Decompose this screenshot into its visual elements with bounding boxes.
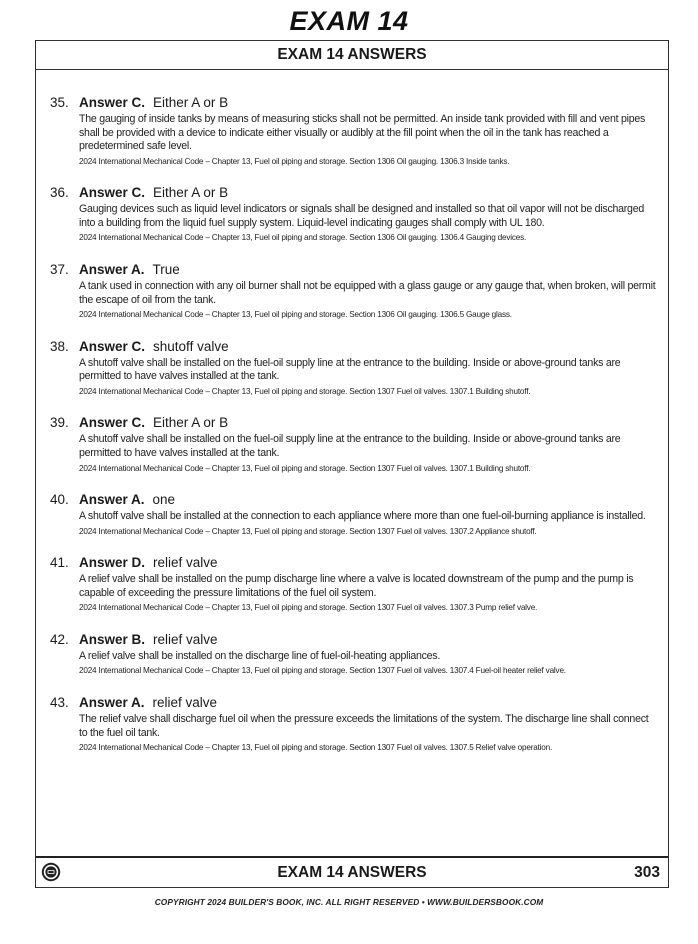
answer-choice: Either A or B [153, 95, 229, 110]
question-number: 38. [50, 338, 69, 354]
code-reference: 2024 International Mechanical Code – Chapter 13, Fuel oil piping and storage. Section 1307 Fuel oil valves. 1307.4 Fuel-oil heater relief valve. [79, 666, 566, 676]
answer-choice: Either A or B [153, 415, 229, 431]
page-footer [36, 856, 668, 887]
answer-choice: True [152, 261, 180, 277]
answer-item [50, 414, 656, 474]
answer-item [50, 261, 656, 321]
footer-title: EXAM 14 ANSWERS [277, 864, 427, 881]
code-reference: 2024 International Mechanical Code – Chapter 13, Fuel oil piping and storage. Section 1306 Oil gauging. 1306.5 Gauge glass. [79, 310, 512, 320]
answer-explanation: The relief valve shall discharge fuel oil when the pressure exceeds the limitations of the system. The discharge line shall connect to the fuel oil tank. [79, 712, 649, 739]
answer-letter: Answer C. [79, 415, 146, 431]
code-reference: 2024 International Mechanical Code – Chapter 13, Fuel oil piping and storage. Section 1307 Fuel oil valves. 1307.5 Relief valve operation. [79, 743, 553, 753]
code-reference: 2024 International Mechanical Code – Chapter 13, Fuel oil piping and storage. Section 1306 Oil gauging. 1306.3 Inside tanks. [79, 156, 510, 166]
answer-item [50, 491, 656, 537]
answer-choice: relief valve [153, 555, 218, 571]
answer-letter: Answer C. [79, 95, 146, 110]
answer-letter: Answer A. [79, 261, 145, 277]
question-number: 43. [50, 694, 69, 710]
answer-heading [79, 414, 656, 431]
answer-explanation: A shutoff valve shall be installed on the fuel-oil supply line at the entrance to the building. Inside or above-ground tanks are permitted to have valves installed at the tank. [79, 433, 621, 459]
answers-frame [35, 40, 669, 888]
answer-heading [79, 261, 656, 278]
question-number: 42. [50, 631, 69, 647]
answer-list [50, 94, 656, 771]
answer-heading [79, 554, 656, 571]
code-reference: 2024 International Mechanical Code – Chapter 13, Fuel oil piping and storage. Section 1307 Fuel oil valves. 1307.1 Building shutoff. [79, 463, 531, 473]
answer-letter: Answer C. [79, 185, 146, 201]
answer-letter: Answer D. [79, 555, 146, 571]
answer-choice: Either A or B [153, 185, 229, 201]
answer-item [50, 554, 656, 614]
question-number: 39. [50, 415, 69, 431]
answer-choice: one [152, 492, 176, 508]
question-number: 41. [50, 555, 69, 571]
answer-heading [79, 184, 656, 201]
question-number: 40. [50, 492, 69, 508]
answer-letter: Answer C. [79, 338, 146, 354]
question-number: 37. [50, 261, 69, 277]
code-reference: 2024 International Mechanical Code – Chapter 13, Fuel oil piping and storage. Section 1307 Fuel oil valves. 1307.1 Building shutoff. [79, 386, 531, 396]
answer-item [50, 694, 656, 754]
answer-explanation: Gauging devices such as liquid level indicators or signals shall be designed and installed so that oil vapor will not be discharged into a building from the liquid fuel supply system. Liquid-level indicating gauges shall comply with UL 180. [79, 203, 644, 229]
code-reference: 2024 International Mechanical Code – Chapter 13, Fuel oil piping and storage. Section 1307 Fuel oil valves. 1307.3 Pump relief valve. [79, 603, 538, 613]
answer-heading [79, 631, 656, 648]
answer-heading [79, 338, 656, 355]
question-number: 36. [50, 185, 69, 201]
answer-explanation: The gauging of inside tanks by means of measuring sticks shall not be permitted. An inside tank provided with fill and vent pipes shall be provided with a device to indicate either visually or audibly at the fill point when the oil in the tank has reached a predetermined safe level. [79, 113, 646, 153]
copyright-notice: COPYRIGHT 2024 BUILDER'S BOOK, INC. ALL RIGHT RESERVED • WWW.BUILDERSBOOK.COM [154, 897, 544, 907]
answer-item [50, 94, 656, 167]
answer-explanation: A shutoff valve shall be installed at the connection to each appliance where more than one fuel-oil-burning appliance is installed. [79, 510, 646, 523]
answer-letter: Answer A. [79, 492, 145, 508]
answer-choice: relief valve [152, 694, 218, 710]
answer-heading [79, 491, 656, 508]
question-number: 35. [50, 95, 69, 110]
section-header: EXAM 14 ANSWERS [36, 41, 668, 70]
answer-item [50, 338, 656, 398]
answer-explanation: A tank used in connection with any oil burner shall not be equipped with a glass gauge or any gauge that, when broken, will permit the escape of oil from the tank. [79, 279, 656, 306]
code-reference: 2024 International Mechanical Code – Chapter 13, Fuel oil piping and storage. Section 1306 Oil gauging. 1306.4 Gauging devices. [79, 233, 527, 243]
answer-explanation: A relief valve shall be installed on the pump discharge line where a valve is located downstream of the pump and the pump is capable of exceeding the pressure limitations of the fuel oil system. [79, 573, 634, 599]
page-number: 303 [634, 864, 660, 881]
answer-item [50, 631, 656, 677]
code-reference: 2024 International Mechanical Code – Chapter 13, Fuel oil piping and storage. Section 1307 Fuel oil valves. 1307.2 Appliance shutoff. [79, 526, 537, 536]
answer-letter: Answer A. [79, 694, 145, 710]
answer-choice: relief valve [153, 631, 218, 647]
page-title: EXAM 14 [289, 6, 409, 36]
answer-explanation: A relief valve shall be installed on the discharge line of fuel-oil-heating appliances. [79, 649, 441, 662]
answer-choice: shutoff valve [153, 338, 229, 354]
answer-letter: Answer B. [79, 631, 146, 647]
answer-heading [79, 94, 656, 111]
answer-heading [79, 694, 656, 711]
answer-explanation: A shutoff valve shall be installed on the fuel-oil supply line at the entrance to the building. Inside or above-ground tanks are permitted to have valves installed at the tank. [79, 356, 621, 383]
answer-item [50, 184, 656, 244]
